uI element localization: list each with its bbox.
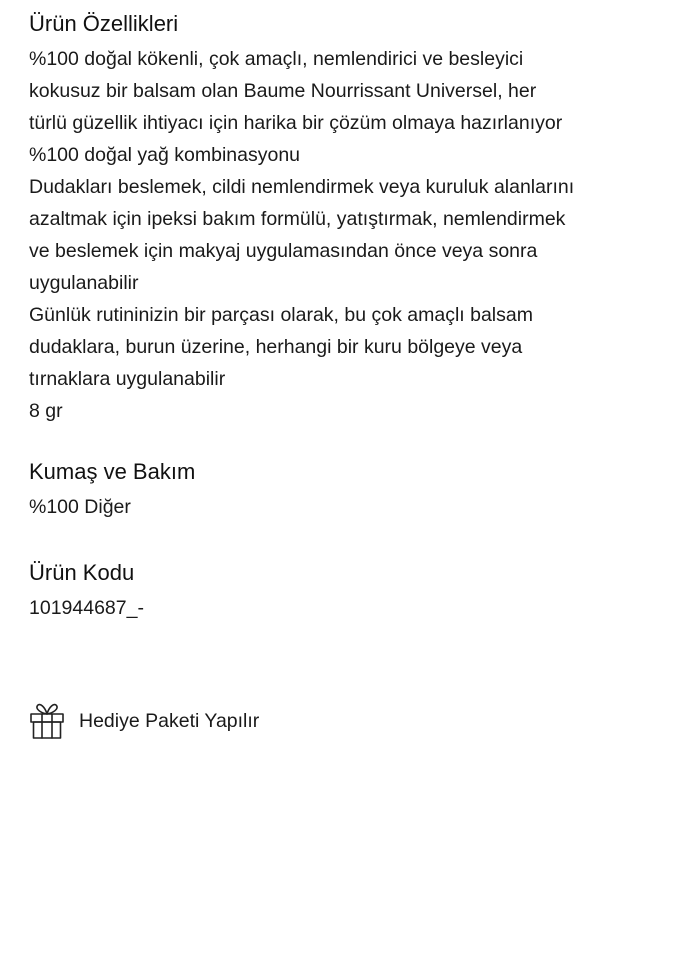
features-line: kokusuz bir balsam olan Baume Nourrissant Universel, her <box>29 80 537 102</box>
features-line: %100 doğal yağ kombinasyonu <box>29 144 301 166</box>
gift-wrap-label: Hediye Paketi Yapılır <box>79 710 260 732</box>
product-code-value: 101944687_- <box>29 597 144 619</box>
features-line: tırnaklara uygulanabilir <box>29 368 226 390</box>
features-text <box>29 43 679 427</box>
features-line: Dudakları beslemek, cildi nemlendirmek veya kuruluk alanlarını <box>29 176 575 198</box>
features-title: Ürün Özellikleri <box>29 11 179 36</box>
features-line: ve beslemek için makyaj uygulamasından önce veya sonra <box>29 240 538 262</box>
features-weight: 8 gr <box>29 400 63 422</box>
features-line: dudaklara, burun üzerine, herhangi bir kuru bölgeye veya <box>29 336 523 358</box>
features-line: uygulanabilir <box>29 272 139 294</box>
features-line: %100 doğal kökenli, çok amaçlı, nemlendirici ve besleyici <box>29 48 524 70</box>
fabric-care-value: %100 Diğer <box>29 496 131 518</box>
gift-wrap-option[interactable] <box>29 702 259 740</box>
features-line: türlü güzellik ihtiyacı için harika bir çözüm olmaya hazırlanıyor <box>29 112 563 134</box>
features-line: Günlük rutininizin bir parçası olarak, bu çok amaçlı balsam <box>29 304 533 326</box>
product-details <box>29 8 679 619</box>
gift-icon <box>29 702 65 740</box>
features-section <box>29 8 679 427</box>
product-code-section <box>29 557 144 624</box>
fabric-care-title: Kumaş ve Bakım <box>29 459 196 484</box>
features-line: azaltmak için ipeksi bakım formülü, yatıştırmak, nemlendirmek <box>29 208 566 230</box>
fabric-care-section <box>29 456 195 523</box>
product-code-title: Ürün Kodu <box>29 560 135 585</box>
